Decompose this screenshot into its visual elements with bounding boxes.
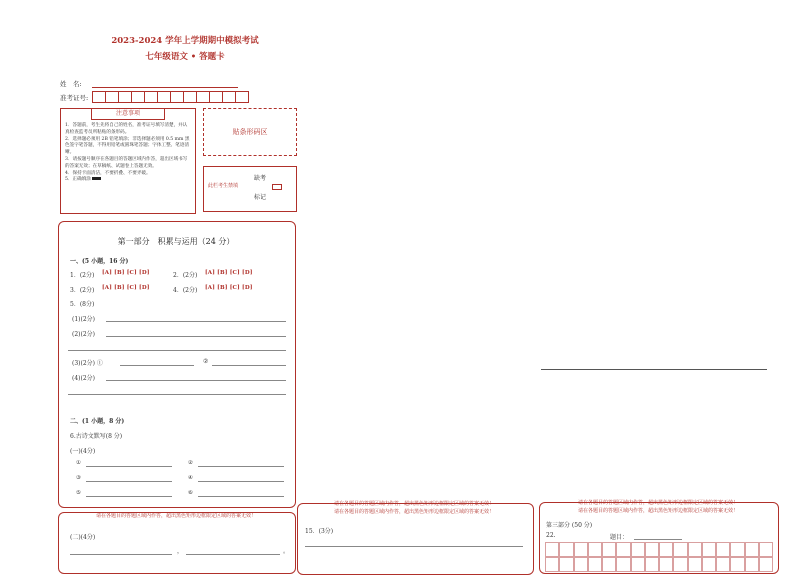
blank-marker: ⑥: [188, 490, 193, 496]
notes-item: 3．请按题号顺序在各题目的答题区域内作答，超出区域书写的答案无效；在草稿纸、试题卷上答题无效。: [65, 156, 188, 169]
part3-title: 第三部分 (50 分): [546, 522, 593, 529]
q2-options[interactable]: [A] [B] [C] [D]: [205, 270, 253, 276]
q2-label: 2．(2分): [173, 272, 198, 279]
notes-list: [65, 123, 191, 184]
q5-3-label: (3)(2分) ①: [72, 360, 103, 367]
answer-line[interactable]: [541, 369, 767, 370]
blank-marker: ④: [188, 475, 193, 481]
answer-line[interactable]: [86, 481, 172, 482]
boundary-warning: 请在各题目的答题区域内作答，超出黑色矩形边框限定区域的答案无效！: [95, 513, 256, 519]
name-label: 姓 名:: [60, 80, 82, 88]
q5-3b-label: ②: [203, 358, 209, 365]
q6-label: 6.古诗文默写(8 分): [70, 433, 123, 440]
period-mark: 。: [283, 548, 290, 555]
q15-answer-frame: [297, 503, 534, 575]
absent-mark-label: 标记: [254, 194, 267, 201]
section1-heading: 一、(5 小题，16 分): [70, 258, 129, 265]
boundary-warning: 请在各题目的答题区域内作答，超出黑色矩形边框限定区域的答案无效！: [577, 500, 738, 506]
answer-line[interactable]: [198, 466, 284, 467]
part1-title: 第一部分 积累与运用（24 分）: [117, 237, 235, 246]
q1-options[interactable]: [A] [B] [C] [D]: [102, 270, 150, 276]
blank-marker: ②: [188, 460, 193, 466]
q15-label: 15．(3分): [305, 528, 334, 535]
answer-line[interactable]: [186, 554, 280, 555]
q5-2-label: (2)(2分): [72, 331, 95, 338]
essay-writing-grid[interactable]: [545, 542, 773, 572]
q4-label: 4．(2分): [173, 287, 198, 294]
filled-mark-icon: [92, 177, 101, 180]
answer-line[interactable]: [305, 546, 523, 547]
answer-line[interactable]: [106, 336, 286, 337]
answer-line[interactable]: [68, 350, 286, 351]
answer-line[interactable]: [70, 554, 172, 555]
exam-subtitle: 七年级语文 • 答题卡: [145, 52, 225, 62]
comma-mark: ，: [177, 548, 184, 555]
boundary-warning: 请在各题目的答题区域内作答，超出黑色矩形边框限定区域的答案无效！: [577, 508, 738, 514]
answer-line[interactable]: [120, 365, 194, 366]
answer-line[interactable]: [198, 496, 284, 497]
absent-label: 缺考: [254, 175, 267, 182]
notes-item-fill-example: 5．正确填涂: [65, 177, 191, 184]
barcode-area: 贴条形码区: [203, 108, 297, 156]
answer-line[interactable]: [86, 496, 172, 497]
q3-options[interactable]: [A] [B] [C] [D]: [102, 285, 150, 291]
notes-item: 1．答题前，考生先将自己的姓名，准考证号填写清楚，并认真检查监考员所粘贴的条形码。: [65, 123, 188, 135]
answer-line[interactable]: [106, 380, 286, 381]
q4-options[interactable]: [A] [B] [C] [D]: [205, 285, 253, 291]
q5-1-label: (1)(2分): [72, 316, 95, 323]
notes-box: [60, 108, 196, 214]
absent-warning: 此栏考生禁填: [208, 183, 239, 189]
blank-marker: ③: [76, 475, 81, 481]
absent-marker-box: [203, 166, 297, 212]
blank-marker: ①: [76, 460, 81, 466]
essay-topic-field[interactable]: [634, 539, 682, 540]
answer-line[interactable]: [198, 481, 284, 482]
notes-heading: 注意事项: [91, 108, 165, 120]
q22-label: 22.: [546, 532, 556, 539]
q5-label: 5．(8分): [70, 301, 95, 308]
section2-heading: 二、(1 小题，8 分): [70, 418, 125, 425]
essay-topic-label: 题目：: [610, 534, 629, 541]
q6-2-label: (二)(4分): [70, 534, 96, 541]
answer-line[interactable]: [86, 466, 172, 467]
part1-continuation-frame: [58, 512, 296, 574]
q1-label: 1．(2分): [70, 272, 95, 279]
boundary-warning: 请在各题目的答题区域内作答，超出黑色矩形边框限定区域的答案无效！: [333, 501, 494, 507]
exam-title: 2023-2024 学年上学期期中模拟考试: [111, 36, 259, 46]
notes-item: 2．选择题必须用 2B 铅笔填涂；非选择题必须用 0.5 mm 黑色签字笔答题，不得用铅笔或圆珠笔答题；字体工整、笔迹清晰。: [65, 136, 190, 156]
absent-checkbox[interactable]: [272, 184, 282, 190]
answer-line[interactable]: [68, 394, 286, 395]
notes-item: 4．保持卡面清洁，不要折叠、不要弄破。: [65, 170, 151, 176]
boundary-warning: 请在各题目的答题区域内作答，超出黑色矩形边框限定区域的答案无效！: [333, 509, 494, 515]
q5-4-label: (4)(2分): [72, 375, 95, 382]
q6-1-label: (一)(4分): [70, 448, 96, 455]
answer-line[interactable]: [212, 365, 286, 366]
answer-line[interactable]: [106, 321, 286, 322]
name-field[interactable]: [92, 87, 238, 88]
blank-marker: ⑤: [76, 490, 81, 496]
id-number-boxes[interactable]: [92, 91, 248, 103]
q3-label: 3．(2分): [70, 287, 95, 294]
id-label: 准考证号:: [60, 94, 89, 102]
